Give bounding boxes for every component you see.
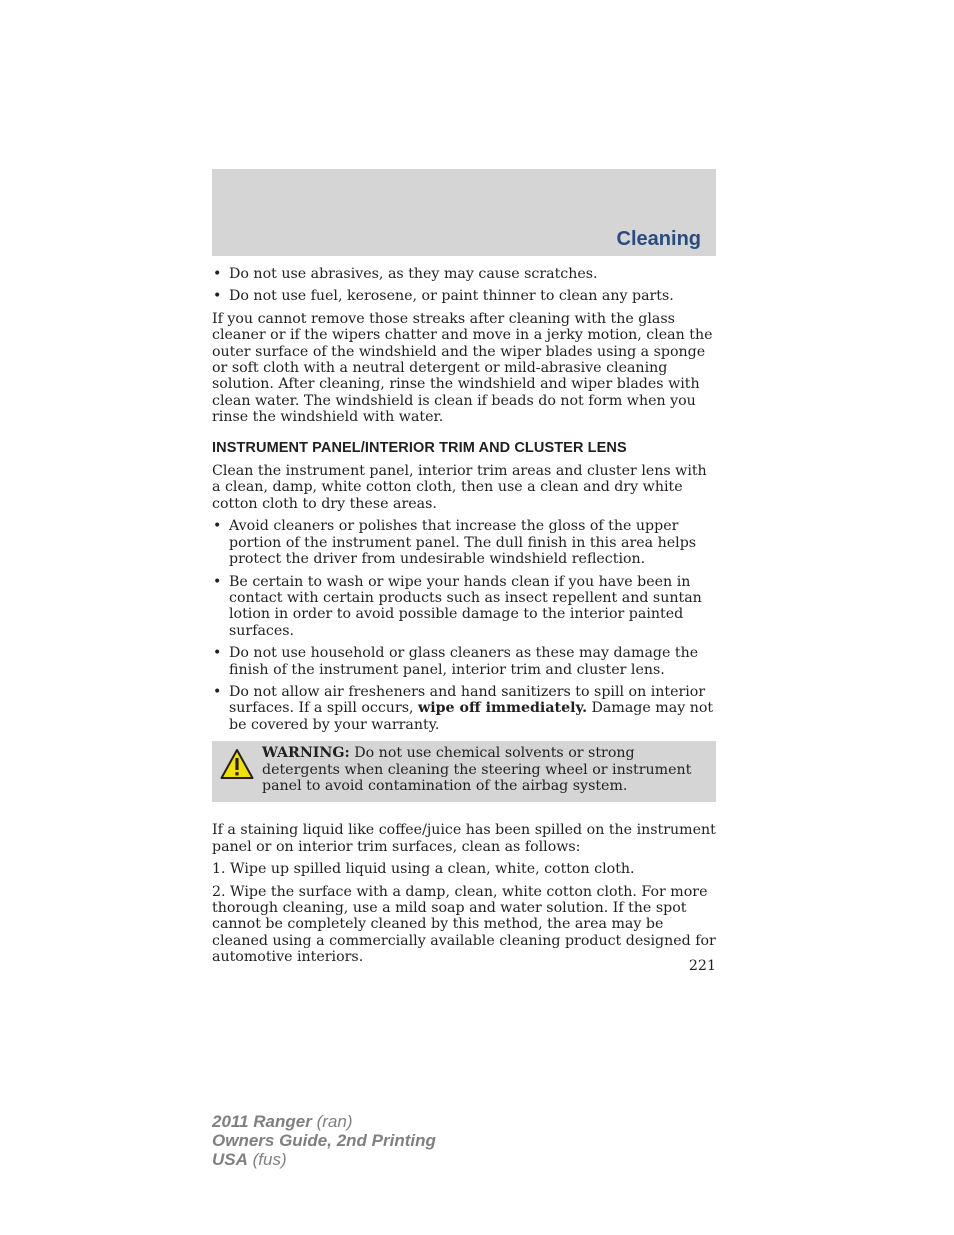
emphasis-text: wipe off immediately. bbox=[418, 700, 588, 717]
instrument-bullet-list bbox=[212, 518, 716, 733]
warning-label: WARNING: bbox=[262, 745, 350, 762]
streaks-paragraph: If you cannot remove those streaks after cleaning with the glass cleaner or if the wipers chatter and move in a jerky motion, clean the outer surface of the windshield and the wiper blades using a sponge or soft cloth with a neutral detergent or mild-abrasive cleaning solution. After cleaning, rinse the windshield and wiper blades with clean water. The windshield is clean if beads do not form when you rinse the windshield with water. bbox=[212, 310, 713, 426]
bullet-dot-icon: • bbox=[213, 266, 222, 282]
warning-text: Do not use chemical solvents or strong detergents when cleaning the steering wheel or instrument panel to avoid contamination of the airbag system. bbox=[262, 745, 692, 794]
list-item: • Avoid cleaners or polishes that increase the gloss of the upper portion of the instrument panel. The dull finish in this area helps protect the driver from undesirable windshield reflection. bbox=[213, 518, 697, 568]
warning-box bbox=[212, 741, 716, 802]
section-title: Cleaning bbox=[616, 228, 701, 250]
footer-line-region: USA (fus) bbox=[212, 1150, 287, 1169]
footer-line-model: 2011 Ranger (ran) bbox=[212, 1112, 353, 1131]
list-item: • Do not use abrasives, as they may cause scratches. bbox=[213, 266, 598, 282]
bullet-dot-icon: • bbox=[213, 683, 222, 700]
bullet-dot-icon: • bbox=[213, 518, 222, 535]
stain-intro-paragraph: If a staining liquid like coffee/juice has been spilled on the instrument panel or on interior trim surfaces, clean as follows: bbox=[212, 822, 716, 855]
instrument-panel-heading: INSTRUMENT PANEL/INTERIOR TRIM AND CLUSTER LENS bbox=[212, 439, 627, 456]
document-footer bbox=[212, 1112, 436, 1169]
step-2: 2. Wipe the surface with a damp, clean, white cotton cloth. For more thorough cleaning, use a mild soap and water solution. If the spot cannot be completely cleaned by this method, the area may be cleaned using a commercially available cleaning product designed for automotive interiors. bbox=[212, 883, 716, 966]
bullet-dot-icon: • bbox=[213, 573, 222, 590]
list-item: • Be certain to wash or wipe your hands clean if you have been in contact with certain products such as insect repellent and suntan lotion in order to avoid possible damage to the interior painted surfaces. bbox=[213, 573, 702, 639]
footer-line-guide: Owners Guide, 2nd Printing bbox=[212, 1131, 436, 1150]
section-header-band bbox=[212, 169, 716, 256]
warning-triangle-icon bbox=[220, 748, 254, 782]
list-item: • Do not use household or glass cleaners as these may damage the finish of the instrument panel, interior trim and cluster lens. bbox=[213, 645, 699, 678]
bullet-dot-icon: • bbox=[213, 645, 222, 662]
step-1: 1. Wipe up spilled liquid using a clean, white, cotton cloth. bbox=[212, 861, 635, 878]
list-item: • Do not use fuel, kerosene, or paint thinner to clean any parts. bbox=[213, 288, 674, 305]
bullet-dot-icon: • bbox=[213, 288, 222, 305]
instrument-intro-paragraph: Clean the instrument panel, interior trim areas and cluster lens with a clean, damp, white cotton cloth, then use a clean and dry white cotton cloth to dry these areas. bbox=[212, 463, 707, 512]
page-content bbox=[212, 266, 716, 972]
list-item: • Do not allow air fresheners and hand sanitizers to spill on interior surfaces. If a spill occurs, wipe off immediately. Damage may not be covered by your warranty. bbox=[213, 683, 714, 733]
page-number: 221 bbox=[688, 958, 716, 974]
intro-bullet-list bbox=[212, 266, 716, 305]
